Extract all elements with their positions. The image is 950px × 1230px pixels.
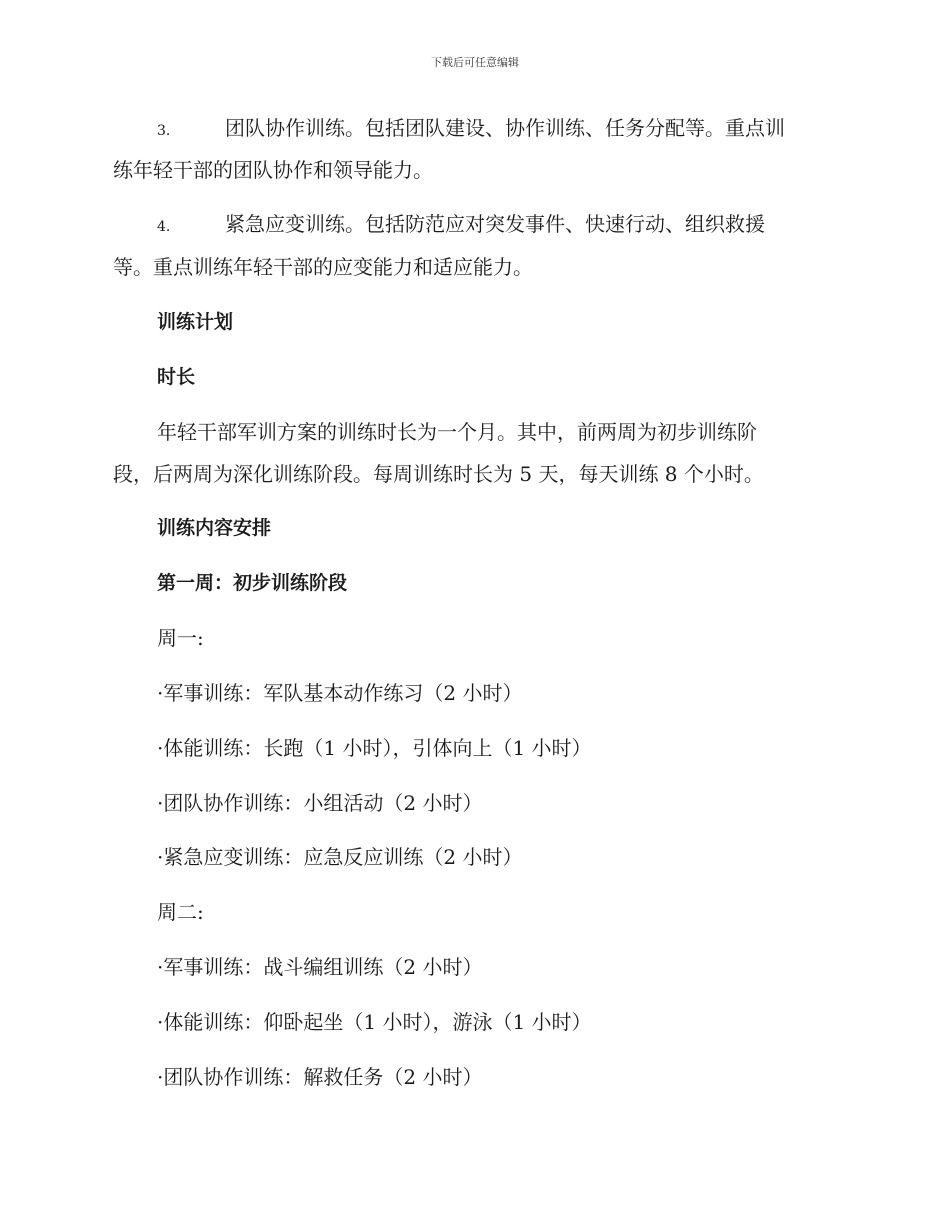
heading-week-1: 第一周：初步训练阶段 [157,572,348,594]
list-item: ·军事训练：战斗编组训练（2 小时） [157,955,483,979]
list-item: ·紧急应变训练：应急反应训练（2 小时） [157,845,523,869]
heading-training-plan: 训练计划 [157,311,234,333]
bullet-icon: · [157,845,164,869]
list-item: ·团队协作训练：解救任务（2 小时） [157,1065,483,1089]
item-3-number: 3. [157,123,171,139]
bullet-icon: · [157,1010,164,1034]
bullet-icon: · [157,1065,164,1089]
duration-line-1: 年轻干部军训方案的训练时长为一个月。其中，前两周为初步训练阶 [157,420,757,444]
page-header: 下载后可任意编辑 [431,56,519,69]
bullet-icon: · [157,791,164,815]
heading-content: 训练内容安排 [157,517,272,539]
bullet-icon: · [157,736,164,760]
duration-line-2: 段，后两周为深化训练阶段。每周训练时长为 5 天，每天训练 8 个小时。 [113,462,764,486]
item-3-text: 团队协作训练。包括团队建设、协作训练、任务分配等。重点训 [225,116,785,140]
list-item: ·体能训练：仰卧起坐（1 小时），游泳（1 小时） [157,1010,592,1034]
item-4-line-1 [157,210,765,241]
heading-duration: 时长 [157,366,196,388]
item-4-line-2: 等。重点训练年轻干部的应变能力和适应能力。 [113,255,533,279]
item-3-line-2: 练年轻干部的团队协作和领导能力。 [113,158,433,182]
tuesday-label: 周二: [157,900,204,924]
list-item: ·军事训练：军队基本动作练习（2 小时） [157,681,523,705]
item-4-number: 4. [157,219,171,235]
list-item: ·团队协作训练：小组活动（2 小时） [157,791,483,815]
monday-label: 周一: [157,626,204,650]
bullet-icon: · [157,955,164,979]
item-4-text: 紧急应变训练。包括防范应对突发事件、快速行动、组织救援 [225,212,765,236]
bullet-icon: · [157,681,164,705]
list-item: ·体能训练：长跑（1 小时），引体向上（1 小时） [157,736,592,760]
item-3-line-1 [157,114,785,145]
